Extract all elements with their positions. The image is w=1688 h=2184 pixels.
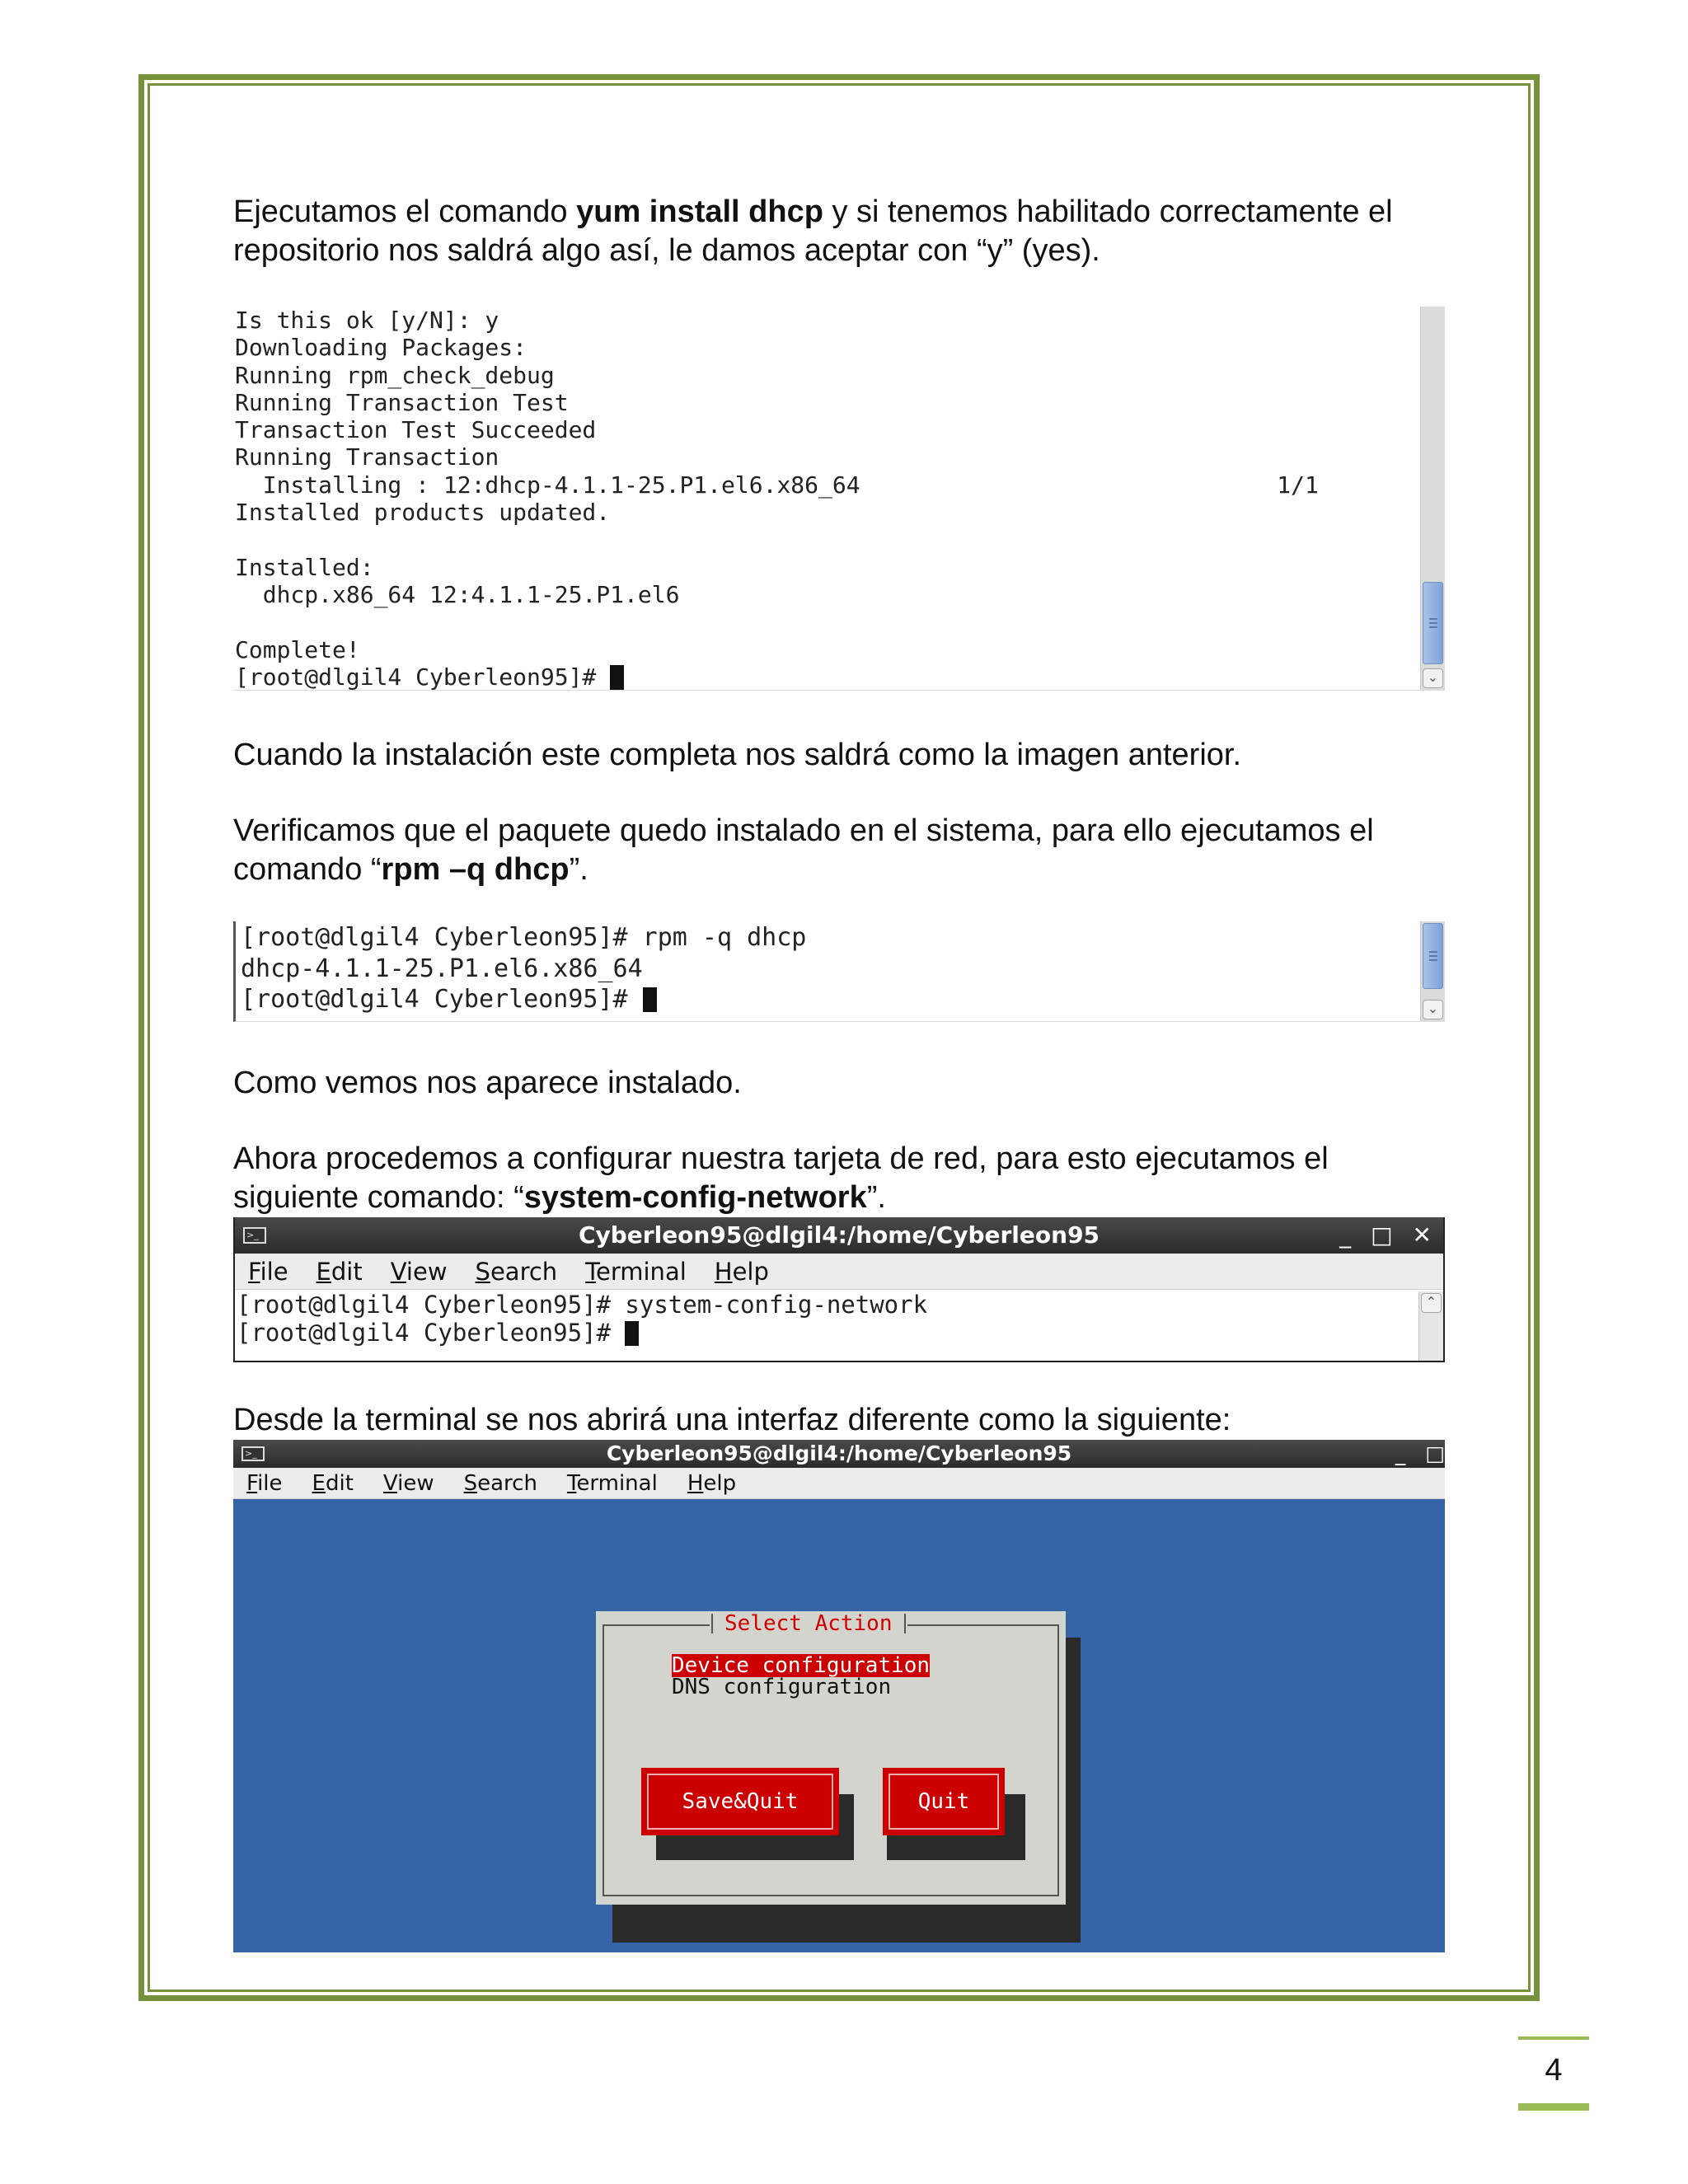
terminal-line: Running Transaction Test [235, 388, 569, 416]
option-dns-configuration[interactable]: DNS configuration [672, 1675, 892, 1699]
scrollbar-thumb[interactable] [1423, 923, 1443, 989]
scrollbar[interactable] [1420, 307, 1445, 690]
cursor [625, 1321, 639, 1346]
command-system-config-network: system-config-network [523, 1180, 867, 1215]
terminal-line: Downloading Packages: [235, 334, 528, 362]
paragraph-complete: Cuando la instalación este completa nos saldrá como la imagen anterior. [233, 738, 1242, 772]
terminal-prompt: [root@dlgil4 Cyberleon95]# [235, 663, 1319, 691]
scrollbar[interactable] [1418, 1291, 1443, 1362]
menu-help[interactable]: Help [714, 1258, 769, 1286]
scrollbar-thumb[interactable] [1423, 582, 1443, 664]
scroll-up-arrow-icon[interactable]: ⌃ [1421, 1293, 1442, 1313]
terminal-line: Installed: [235, 553, 374, 581]
terminal-line: dhcp-4.1.1-25.P1.el6.x86_64 [241, 954, 643, 983]
terminal-line: [root@dlgil4 Cyberleon95]# rpm -q dhcp [241, 923, 807, 952]
option-device-configuration[interactable]: Device configuration [672, 1653, 931, 1678]
menu-bar [235, 1254, 1443, 1290]
menu-file[interactable]: File [248, 1258, 288, 1286]
terminal-icon: >_ [243, 1227, 266, 1244]
terminal-line: Running Transaction [235, 443, 499, 471]
menu-search[interactable]: Search [463, 1471, 537, 1496]
terminal-line [235, 608, 1319, 635]
quit-button[interactable]: Quit [883, 1768, 1005, 1835]
terminal-line: dhcp.x86_64 12:4.1.1-25.P1.el6 [235, 580, 680, 608]
maximize-icon[interactable]: □ [1425, 1441, 1445, 1465]
terminal-content[interactable] [235, 1291, 1443, 1362]
cursor [610, 665, 624, 690]
terminal-output-rpm [233, 921, 1445, 1022]
minimize-icon[interactable]: _ [1339, 1221, 1352, 1249]
window-title: Cyberleon95@dlgil4:/home/Cyberleon95 [578, 1221, 1100, 1249]
close-icon[interactable]: ✕ [1412, 1221, 1432, 1249]
paragraph-intro: Ejecutamos el comando yum install dhcp y si tenemos habilitado correctamente el repositorio nos saldrá algo así, le damos aceptar con “y” (yes). [233, 194, 1393, 268]
terminal-line: Installing : 12:dhcp-4.1.1-25.P1.el6.x86_64 1/1 [235, 471, 1319, 499]
paragraph-installed: Como vemos nos aparece instalado. [233, 1066, 742, 1100]
dialog-title: Select Action [710, 1611, 907, 1636]
terminal-line: Is this ok [y/N]: y [235, 307, 499, 334]
menu-terminal[interactable]: Terminal [585, 1258, 687, 1286]
terminal-window-1 [233, 1217, 1445, 1362]
window-title: Cyberleon95@dlgil4:/home/Cyberleon95 [606, 1441, 1072, 1465]
maximize-icon[interactable]: □ [1371, 1221, 1393, 1249]
terminal-line: [root@dlgil4 Cyberleon95]# system-config-network [237, 1291, 928, 1319]
cursor [643, 987, 657, 1012]
terminal-line: Installed products updated. [235, 499, 611, 527]
page-number: 4 [1518, 2036, 1589, 2111]
menu-view[interactable]: View [382, 1471, 434, 1496]
scroll-down-arrow-icon[interactable]: ⌄ [1423, 668, 1443, 688]
window-titlebar[interactable] [233, 1440, 1445, 1468]
paragraph-verify: Verificamos que el paquete quedo instalado en el sistema, para ello ejecutamos el comando “rpm –q dhcp”. [233, 813, 1374, 887]
select-action-dialog [596, 1611, 1066, 1905]
terminal-output-yum [233, 307, 1445, 691]
menu-bar [233, 1468, 1445, 1499]
terminal-icon: >_ [241, 1446, 265, 1461]
menu-edit[interactable]: Edit [312, 1471, 354, 1496]
menu-edit[interactable]: Edit [316, 1258, 363, 1286]
paragraph-configure: Ahora procedemos a configurar nuestra tarjeta de red, para esto ejecutamos el siguiente comando: “system-config-network”. [233, 1141, 1329, 1215]
menu-view[interactable]: View [390, 1258, 448, 1286]
window-titlebar[interactable] [235, 1217, 1443, 1254]
menu-help[interactable]: Help [687, 1471, 737, 1496]
terminal-line [235, 526, 1319, 553]
tui-background [233, 1499, 1445, 1952]
minimize-icon[interactable]: _ [1395, 1441, 1406, 1465]
terminal-line: Running rpm_check_debug [235, 361, 555, 389]
menu-search[interactable]: Search [475, 1258, 558, 1286]
terminal-prompt: [root@dlgil4 Cyberleon95]# [241, 986, 806, 1017]
menu-terminal[interactable]: Terminal [566, 1471, 658, 1496]
save-quit-button[interactable]: Save&Quit [641, 1768, 839, 1835]
menu-file[interactable]: File [246, 1471, 283, 1496]
scroll-down-arrow-icon[interactable]: ⌄ [1423, 1000, 1443, 1019]
terminal-line: Complete! [235, 635, 360, 663]
command-yum: yum install dhcp [576, 194, 823, 229]
paragraph-interface: Desde la terminal se nos abrirá una interfaz diferente como la siguiente: [233, 1403, 1231, 1437]
scrollbar[interactable] [1420, 921, 1445, 1021]
terminal-window-2 [233, 1440, 1445, 1952]
terminal-line: Transaction Test Succeeded [235, 416, 597, 444]
command-rpm: rpm –q dhcp [381, 852, 570, 887]
terminal-prompt: [root@dlgil4 Cyberleon95]# [237, 1319, 927, 1347]
